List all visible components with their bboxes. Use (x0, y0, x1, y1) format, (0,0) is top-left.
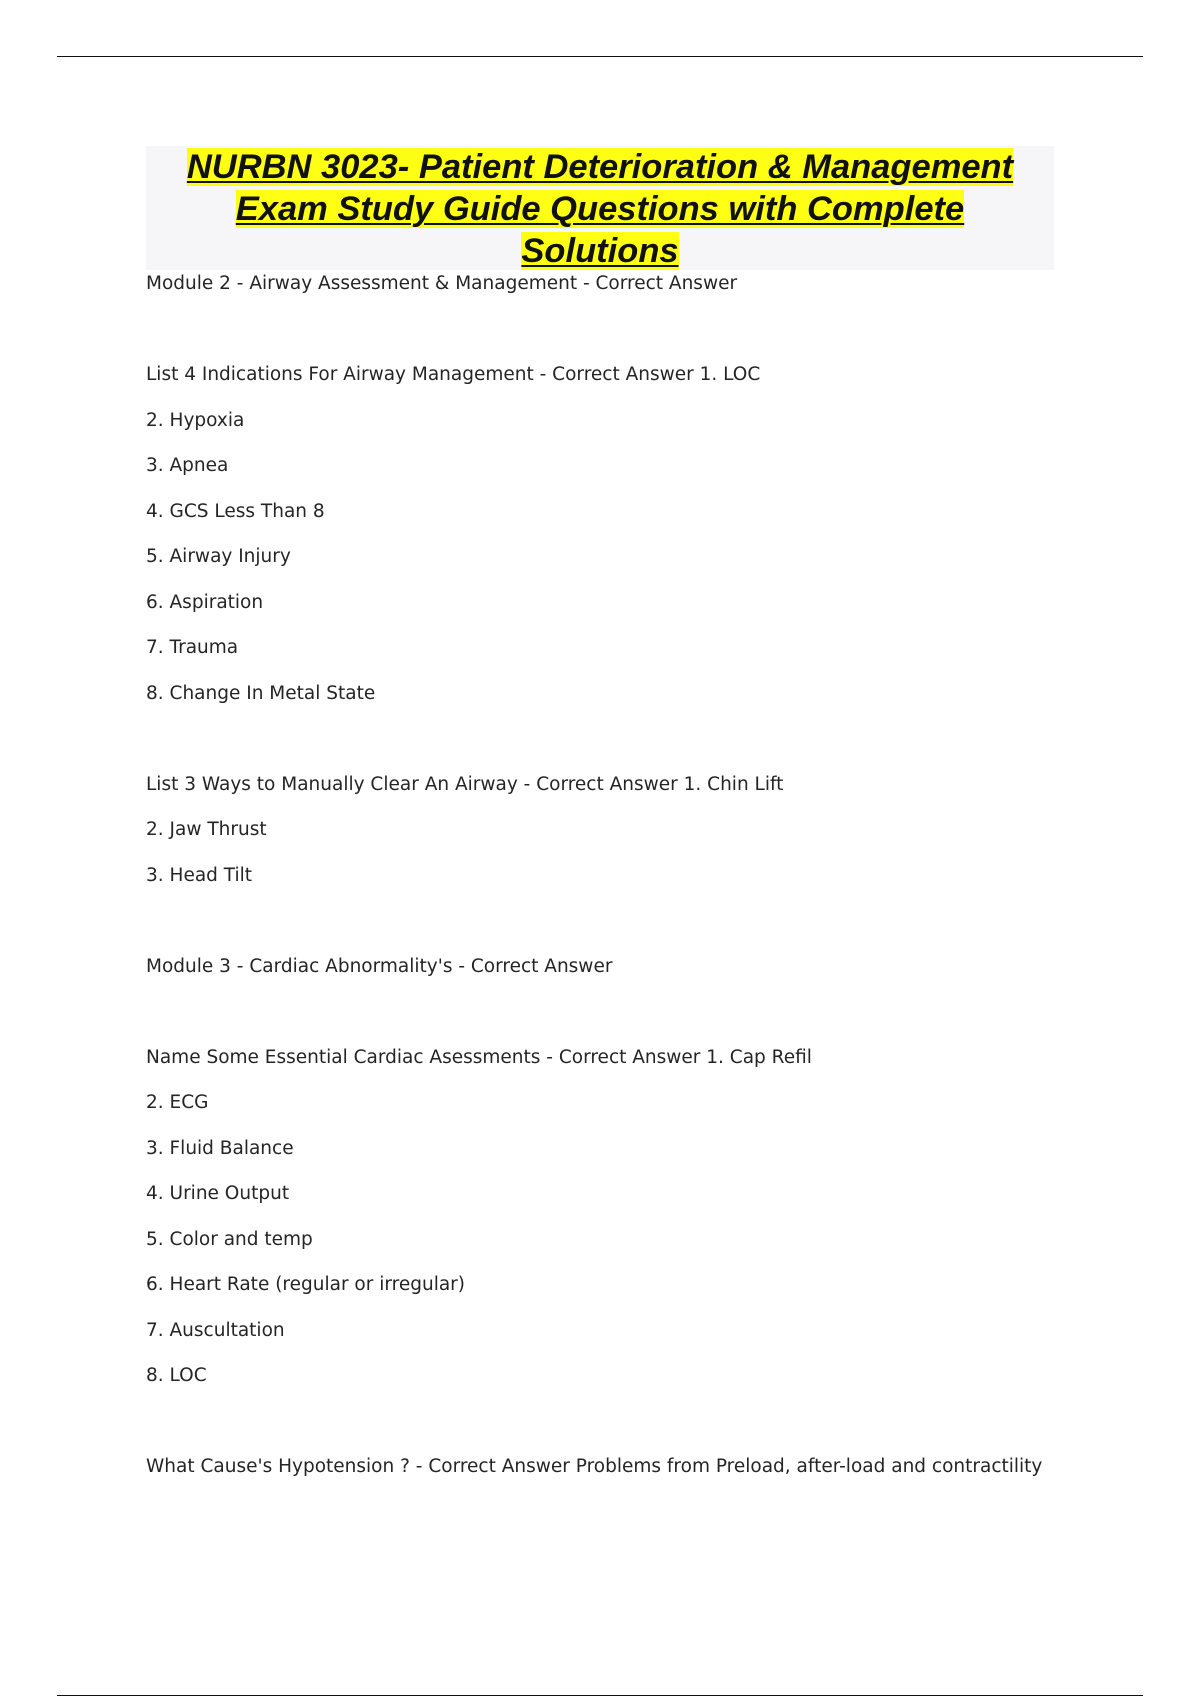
list-item: 3. Apnea (146, 455, 229, 476)
list-item: 3. Head Tilt (146, 865, 253, 886)
list-item: 4. GCS Less Than 8 (146, 501, 325, 522)
list-item: 2. Hypoxia (146, 410, 245, 431)
list-item: 7. Auscultation (146, 1320, 285, 1341)
list-item: 5. Airway Injury (146, 546, 291, 567)
list-item: 6. Heart Rate (regular or irregular) (146, 1274, 466, 1295)
title-line-3: Solutions (521, 232, 679, 270)
cardiac-assessments-question: Name Some Essential Cardiac Asessments - Correct Answer 1. Cap Refil (146, 1047, 812, 1068)
list-item: 8. Change In Metal State (146, 683, 376, 704)
document-title (146, 146, 1054, 270)
list-item: 2. ECG (146, 1092, 209, 1113)
module-2-heading: Module 2 - Airway Assessment & Management - Correct Answer (146, 273, 738, 294)
title-line-2: Exam Study Guide Questions with Complete (235, 190, 965, 228)
list-item: 7. Trauma (146, 637, 239, 658)
list-item: 6. Aspiration (146, 592, 264, 613)
module-3-heading: Module 3 - Cardiac Abnormality's - Correct Answer (146, 956, 613, 977)
hypotension-question: What Cause's Hypotension ? - Correct Answer Problems from Preload, after-load and contractility (146, 1456, 1043, 1477)
list-item: 2. Jaw Thrust (146, 819, 267, 840)
header-rule (57, 56, 1143, 57)
airway-indications-question: List 4 Indications For Airway Management - Correct Answer 1. LOC (146, 364, 761, 385)
footer-rule (57, 1695, 1143, 1696)
list-item: 5. Color and temp (146, 1229, 313, 1250)
list-item: 3. Fluid Balance (146, 1138, 294, 1159)
title-line-1: NURBN 3023- Patient Deterioration & Management (186, 148, 1014, 186)
clear-airway-question: List 3 Ways to Manually Clear An Airway - Correct Answer 1. Chin Lift (146, 774, 784, 795)
list-item: 4. Urine Output (146, 1183, 290, 1204)
list-item: 8. LOC (146, 1365, 207, 1386)
